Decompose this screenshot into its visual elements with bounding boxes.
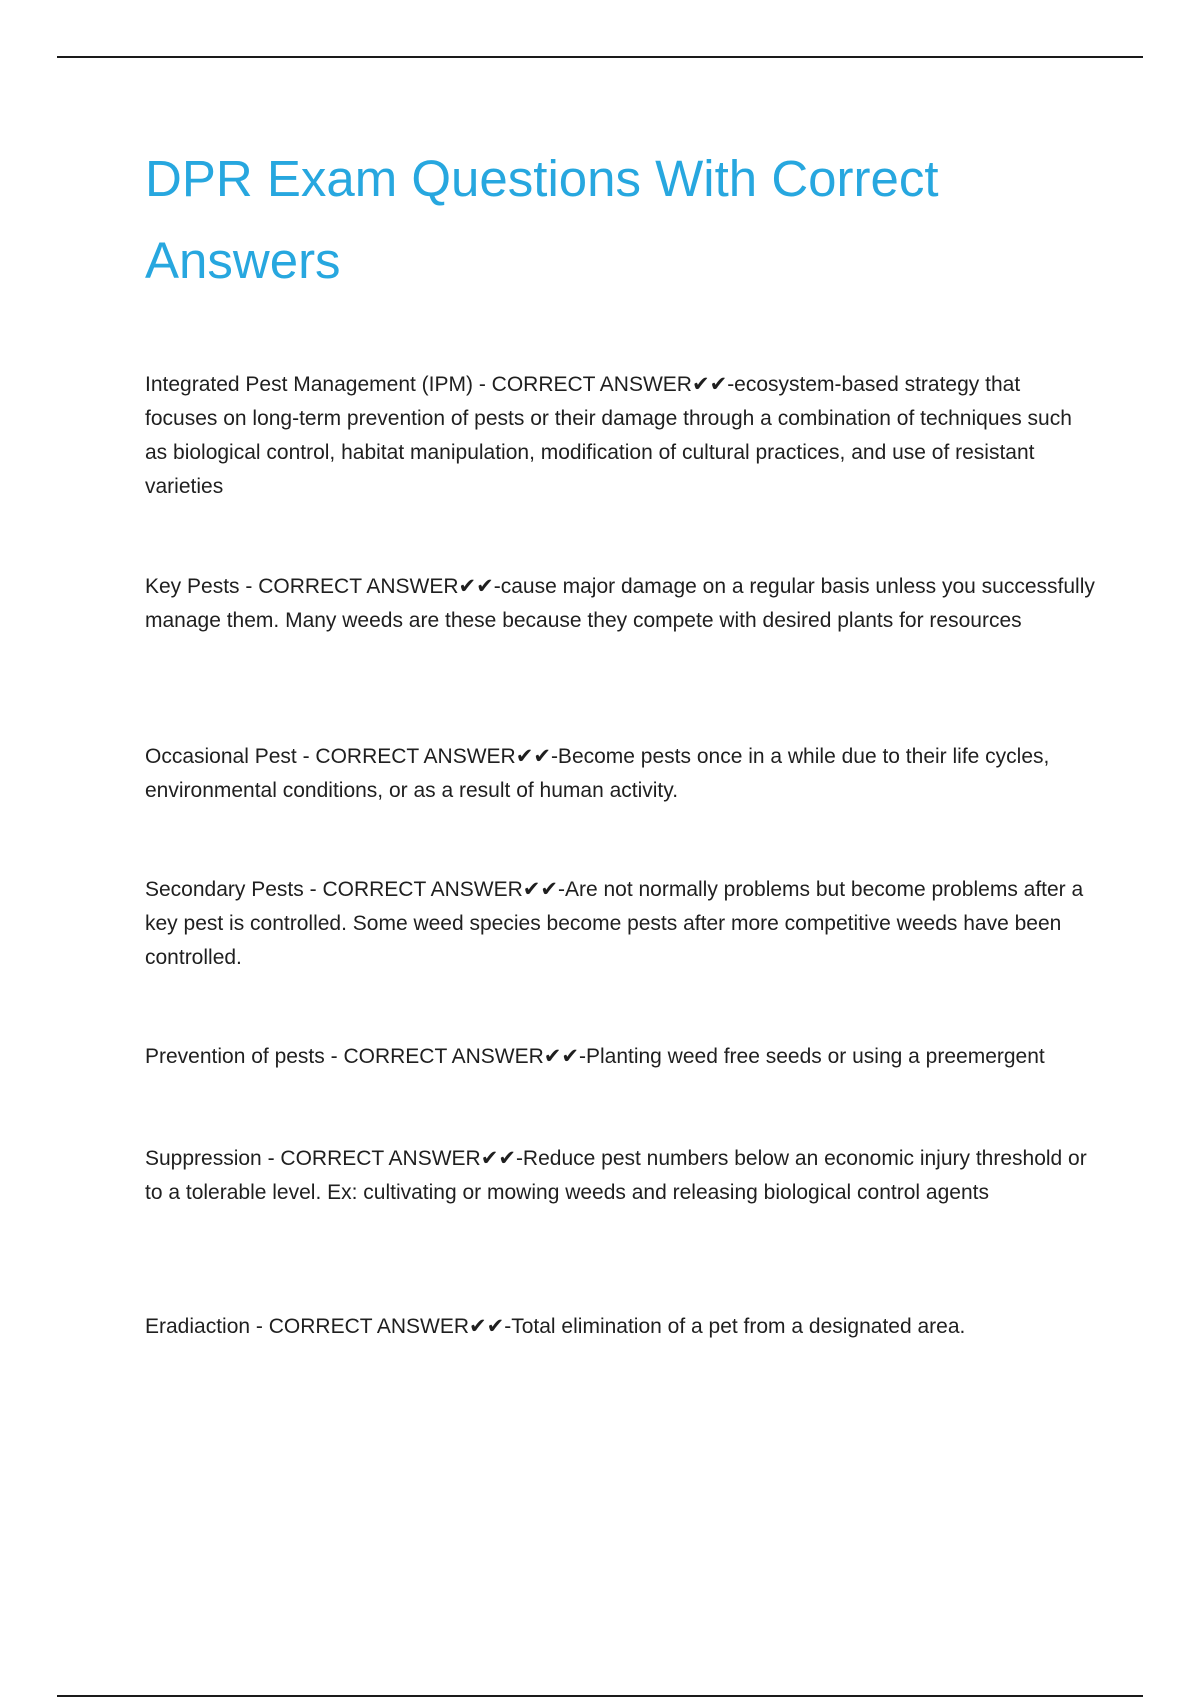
checkmark-icon: ✔✔ xyxy=(691,373,728,396)
qa-entry xyxy=(145,740,1095,808)
entry-definition: -cause major damage on a regular basis unless you successfully manage them. Many weeds are these because they compete with desired plants for resources xyxy=(145,575,1095,632)
bottom-divider xyxy=(57,1695,1143,1697)
entry-term: Occasional Pest xyxy=(145,745,297,768)
checkmark-icon: ✔✔ xyxy=(543,1045,579,1068)
entry-separator: - xyxy=(261,1147,281,1170)
entry-term: Integrated Pest Management (IPM) xyxy=(145,373,473,396)
entry-term: Eradiaction xyxy=(145,1315,251,1338)
checkmark-icon: ✔✔ xyxy=(458,575,494,598)
entry-definition: -Planting weed free seeds or using a preemergent xyxy=(578,1045,1045,1068)
entry-separator: - xyxy=(303,878,323,901)
entry-separator: - xyxy=(296,745,316,768)
checkmark-icon: ✔✔ xyxy=(469,1315,505,1338)
checkmark-icon: ✔✔ xyxy=(515,745,551,768)
qa-entry xyxy=(145,1142,1095,1210)
entry-definition: -Total elimination of a pet from a designated area. xyxy=(504,1315,966,1338)
qa-entry xyxy=(145,570,1095,638)
checkmark-icon: ✔✔ xyxy=(480,1147,516,1170)
entry-separator: - xyxy=(473,373,492,396)
correct-answer-label: CORRECT ANSWER xyxy=(491,373,692,396)
entry-separator: - xyxy=(250,1315,269,1338)
entry-term: Key Pests xyxy=(145,575,240,598)
qa-entry xyxy=(145,368,1095,504)
entry-definition: -ecosystem-based strategy that focuses on long-term prevention of pests or their damage through a combination of techniques such as biological control, habitat manipulation, modification of cultural practices, and use of resistant varieties xyxy=(145,373,1072,498)
correct-answer-label: CORRECT ANSWER xyxy=(268,1315,470,1338)
correct-answer-label: CORRECT ANSWER xyxy=(315,745,516,768)
entry-definition: -Are not normally problems but become problems after a key pest is controlled. Some weed species become pests after more competitive weeds have been controlled. xyxy=(145,878,1084,969)
correct-answer-label: CORRECT ANSWER xyxy=(280,1147,481,1170)
document-title: DPR Exam Questions With Correct Answers xyxy=(145,150,939,289)
correct-answer-label: CORRECT ANSWER xyxy=(258,575,459,598)
entry-term: Suppression xyxy=(145,1147,262,1170)
qa-entry xyxy=(145,1040,1095,1074)
entry-term: Secondary Pests xyxy=(145,878,304,901)
qa-entry xyxy=(145,1310,1095,1344)
entry-separator: - xyxy=(324,1045,344,1068)
correct-answer-label: CORRECT ANSWER xyxy=(343,1045,544,1068)
qa-entry xyxy=(145,873,1095,975)
entry-definition: -Become pests once in a while due to their life cycles, environmental conditions, or as a result of human activity. xyxy=(145,745,1050,802)
checkmark-icon: ✔✔ xyxy=(522,878,558,901)
correct-answer-label: CORRECT ANSWER xyxy=(322,878,523,901)
entry-separator: - xyxy=(239,575,259,598)
entry-definition: -Reduce pest numbers below an economic injury threshold or to a tolerable level. Ex: cultivating or mowing weeds and releasing biological control agents xyxy=(145,1147,1087,1204)
entry-term: Prevention of pests xyxy=(145,1045,325,1068)
top-divider xyxy=(57,56,1143,58)
